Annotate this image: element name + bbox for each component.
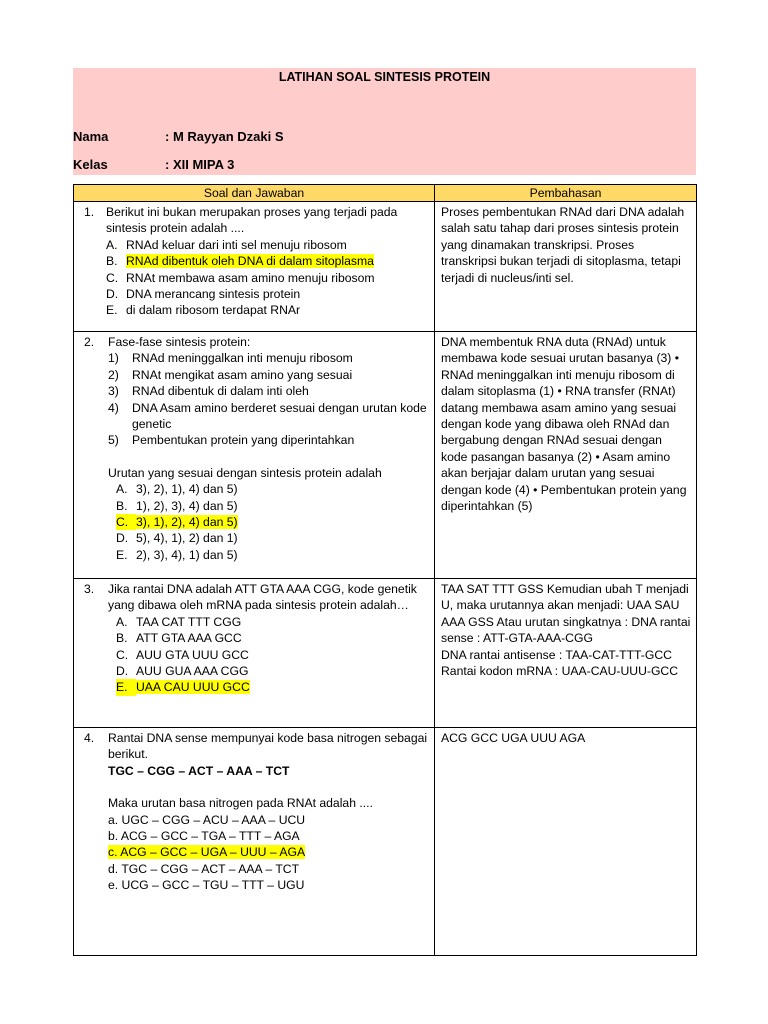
option-letter: B. bbox=[106, 254, 118, 269]
dna-sequence: TGC – CGG – ACT – AAA – TCT bbox=[108, 763, 290, 778]
column-header-questions: Soal dan Jawaban bbox=[74, 185, 435, 202]
option-text: TAA CAT TTT CGG bbox=[136, 614, 242, 629]
explanation-4-cell bbox=[435, 728, 697, 956]
option-letter: E. bbox=[116, 679, 136, 695]
question-3-cell bbox=[74, 579, 435, 728]
question-1-number: 1. bbox=[84, 205, 95, 219]
step-number: 3) bbox=[108, 384, 119, 399]
option-letter: C. bbox=[116, 647, 129, 662]
answer-highlight: c. ACG – GCC – UGA – UUU – AGA bbox=[108, 845, 306, 860]
document-header bbox=[73, 68, 696, 175]
option-letter: B. bbox=[116, 498, 128, 513]
question-2-text: Fase-fase sintesis protein: bbox=[108, 335, 251, 349]
class-value: : XII MIPA 3 bbox=[165, 157, 235, 172]
table-row bbox=[74, 579, 697, 728]
step-text: RNAd meninggalkan inti menuju ribosom bbox=[132, 351, 353, 366]
question-2-number: 2. bbox=[84, 335, 95, 349]
option-text: d. TGC – CGG – ACT – AAA – TCT bbox=[108, 861, 300, 876]
step-text: RNAt mengikat asam amino yang sesuai bbox=[132, 367, 353, 382]
option-text: 2), 3), 4), 1) dan 5) bbox=[136, 547, 238, 562]
step-number: 1) bbox=[108, 351, 119, 366]
option-text: RNAt membawa asam amino menuju ribosom bbox=[126, 270, 375, 285]
option-text: 3), 2), 1), 4) dan 5) bbox=[136, 482, 238, 497]
option-text: b. ACG – GCC – TGA – TTT – AGA bbox=[108, 829, 300, 844]
option-text: a. UGC – CGG – ACU – AAA – UCU bbox=[108, 812, 306, 827]
step-number: 4) bbox=[108, 400, 119, 415]
table-row bbox=[74, 202, 697, 332]
explanation-1-text: Proses pembentukan RNAd dari DNA adalah salah satu tahap dari proses sintesis protein yang dinamakan transkripsi. Proses transkripsi bukan terjadi di sitoplasma, tetapi terjadi di nucleus/inti sel. bbox=[441, 205, 685, 285]
document-title: LATIHAN SOAL SINTESIS PROTEIN bbox=[278, 70, 491, 84]
name-value: : M Rayyan Dzaki S bbox=[165, 129, 284, 144]
explanation-3-line: Rantai kodon mRNA : UAA-CAU-UUU-GCC bbox=[441, 664, 679, 679]
table-row bbox=[74, 728, 697, 956]
option-letter: C. bbox=[116, 514, 136, 530]
option-text: AUU GUA AAA CGG bbox=[136, 664, 249, 679]
class-label: Kelas bbox=[73, 157, 108, 172]
step-text: DNA Asam amino berderet sesuai dengan urutan kode genetic bbox=[132, 400, 427, 432]
option-letter: D. bbox=[116, 531, 129, 546]
option-text: RNAd keluar dari inti sel menuju ribosom bbox=[126, 237, 347, 252]
option-letter: E. bbox=[106, 303, 118, 318]
question-4-cell bbox=[74, 728, 435, 956]
option-text: ATT GTA AAA GCC bbox=[136, 631, 242, 646]
option-letter: B. bbox=[116, 631, 128, 646]
answer-highlight: UAA CAU UUU GCC bbox=[136, 680, 250, 695]
explanation-3-line: TAA SAT TTT GSS Kemudian ubah T menjadi U, maka urutannya akan menjadi: UAA SAU AAA GSS Atau urutan singkatnya : DNA rantai sense : ATT-GTA-AAA-CGG bbox=[441, 582, 691, 646]
question-4-prompt: Maka urutan basa nitrogen pada RNAt adalah .... bbox=[108, 796, 373, 811]
explanation-2-text: DNA membentuk RNA duta (RNAd) untuk membawa kode sesuai urutan basanya (3) • RNAd meninggalkan inti menuju ribosom di dalam sitoplasma (1) • RNA transfer (RNAt) datang membawa asam amino yang sesuai dengan kode yang dibawa oleh RNAd dan bergabung dengan RNAd sesuai dengan kode pasangan basanya (2) • Asam amino akan berjajar dalam urutan yang sesuai dengan kode (4) • Pembentukan protein yang diperintahkan (5) bbox=[441, 335, 687, 514]
table-row bbox=[74, 332, 697, 579]
option-text: DNA merancang sintesis protein bbox=[126, 287, 301, 302]
option-letter: A. bbox=[116, 482, 128, 497]
explanation-3-cell bbox=[435, 579, 697, 728]
answer-highlight: 3), 1), 2), 4) dan 5) bbox=[136, 515, 238, 530]
explanation-4-text: ACG GCC UGA UUU AGA bbox=[441, 731, 586, 745]
name-label: Nama bbox=[73, 129, 109, 144]
question-4-text: Rantai DNA sense mempunyai kode basa nitrogen sebagai berikut. bbox=[108, 731, 428, 762]
option-letter: C. bbox=[106, 270, 119, 285]
answer-highlight: RNAd dibentuk oleh DNA di dalam sitoplasma bbox=[126, 254, 374, 269]
question-3-number: 3. bbox=[84, 582, 95, 596]
explanation-3-line: DNA rantai antisense : TAA-CAT-TTT-GCC bbox=[441, 647, 672, 662]
step-number: 5) bbox=[108, 433, 119, 448]
option-letter: D. bbox=[106, 287, 119, 302]
option-letter: A. bbox=[106, 237, 118, 252]
column-header-explanation: Pembahasan bbox=[435, 185, 697, 202]
explanation-2-cell bbox=[435, 332, 697, 579]
question-2-prompt: Urutan yang sesuai dengan sintesis protein adalah bbox=[108, 465, 382, 480]
question-4-number: 4. bbox=[84, 731, 95, 745]
question-1-text: Berikut ini bukan merupakan proses yang terjadi pada sintesis protein adalah .... bbox=[106, 205, 398, 236]
step-text: RNAd dibentuk di dalam inti oleh bbox=[132, 384, 309, 399]
explanation-1-cell bbox=[435, 202, 697, 332]
question-3-text: Jika rantai DNA adalah ATT GTA AAA CGG, kode genetik yang dibawa oleh mRNA pada sintesis protein adalah… bbox=[108, 582, 417, 613]
option-text: di dalam ribosom terdapat RNAr bbox=[126, 303, 301, 318]
question-table bbox=[73, 184, 697, 956]
step-text: Pembentukan protein yang diperintahkan bbox=[132, 433, 355, 448]
question-2-cell bbox=[74, 332, 435, 579]
option-letter: A. bbox=[116, 614, 128, 629]
option-text: e. UCG – GCC – TGU – TTT – UGU bbox=[108, 878, 305, 893]
question-1-cell bbox=[74, 202, 435, 332]
option-text: 5), 4), 1), 2) dan 1) bbox=[136, 531, 238, 546]
option-letter: D. bbox=[116, 664, 129, 679]
option-letter: E. bbox=[116, 547, 128, 562]
option-text: 1), 2), 3), 4) dan 5) bbox=[136, 498, 238, 513]
step-number: 2) bbox=[108, 367, 119, 382]
option-text: AUU GTA UUU GCC bbox=[136, 647, 249, 662]
